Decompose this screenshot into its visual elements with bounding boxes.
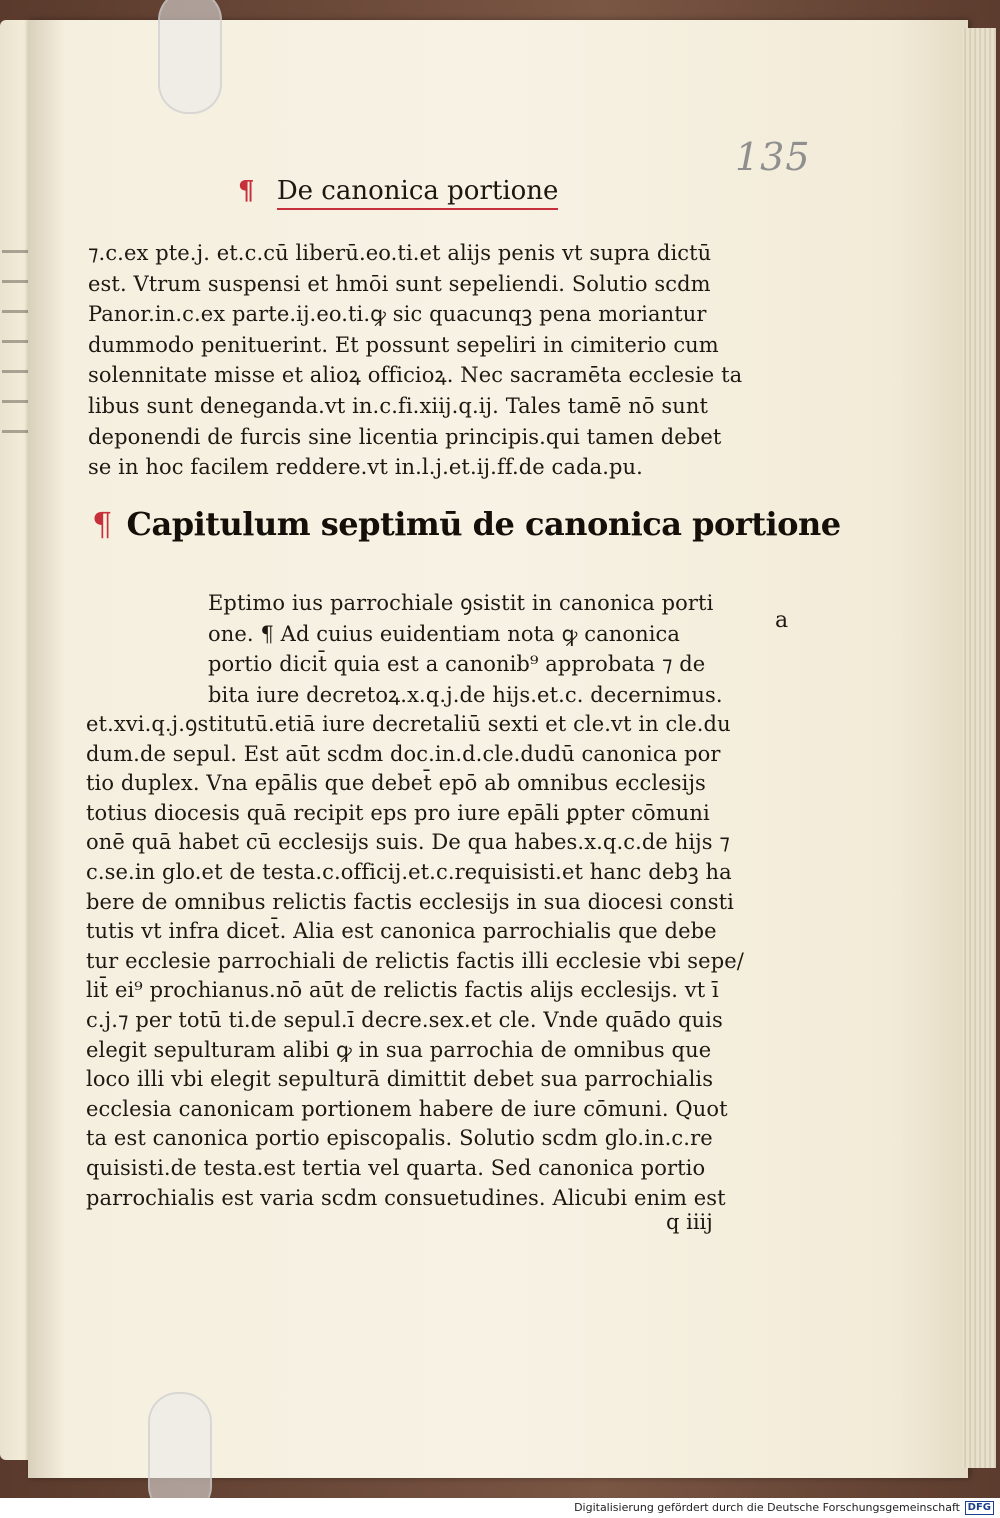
text-line: est. Vtrum suspensi et hmōi sunt sepeliendi. Solutio scdm (88, 271, 711, 296)
text-line: Eptimo ius parrochiale ꝯsistit in canonica porti (208, 591, 714, 615)
text-line: portio dicit̄ quia est a canonib⁹ approbata ⁊ de (208, 652, 706, 677)
text-line: et.xvi.q.j.ꝯstitutū.etiā iure decretaliū sexti et cle.vt in cle.du (86, 712, 731, 736)
text-line: tutis vt infra dicet̄. Alia est canonica parrochialis que debe (86, 919, 717, 944)
text-line: ta est canonica portio episcopalis. Solutio scdm glo.in.c.re (86, 1126, 713, 1151)
running-head (238, 176, 558, 206)
text-line: ecclesia canonicam portionem habere de iure cōmuni. Quot (86, 1096, 728, 1121)
running-head-text: De canonica portione (277, 176, 559, 210)
folio-number: 135 (735, 135, 811, 179)
text-line: ⁊.c.ex pte.j. et.c.cū liberū.eo.ti.et alijs penis vt supra dictū (88, 241, 712, 265)
text-line: c.j.⁊ per totū ti.de sepul.ī decre.sex.et cle. Vnde quādo quis (86, 1007, 723, 1032)
page-stack-edge (962, 28, 996, 1468)
text-line: totius diocesis quā recipit eps pro iure epāli ꝑpter cōmuni (86, 800, 710, 825)
catchword: q iiij (666, 1210, 713, 1234)
page-clip-bottom (148, 1392, 212, 1498)
text-line: quisisti.de testa.est tertia vel quarta. Sed canonica portio (86, 1155, 706, 1180)
chapter-heading-text: Capitulum septimū de canonica portione (126, 505, 841, 543)
indented-text-block (208, 588, 768, 710)
text-line: tur ecclesie parrochiali de relictis factis illi ecclesie vbi sepe/ (86, 948, 744, 973)
text-line: Panor.in.c.ex parte.ij.eo.ti.ꝙ sic quacunqꝫ pena moriantur (88, 302, 707, 327)
text-line: se in hoc facilem reddere.vt in.l.j.et.ij.ff.de cada.pu. (88, 455, 643, 480)
text-line: elegit sepulturam alibi ꝙ in sua parrochia de omnibus que (86, 1037, 712, 1062)
paragraph-mark: ¶ (92, 505, 112, 543)
text-line: parrochialis est varia scdm consuetudines. Alicubi enim est (86, 1185, 726, 1210)
text-line: one. ¶ Ad cuius euidentiam nota ꝙ canonica (208, 621, 680, 646)
upper-text-block (88, 238, 768, 483)
footer-bar (0, 1498, 1000, 1518)
text-line: bere de omnibus relictis factis ecclesijs in sua diocesi consti (86, 889, 734, 914)
marginal-letter: a (775, 608, 789, 633)
paragraph-mark: ¶ (238, 176, 255, 206)
dfg-logo: DFG (965, 1501, 994, 1515)
text-line: solennitate misse et alioꝝ officioꝝ. Nec sacramēta ecclesie ta (88, 363, 743, 388)
text-line: tio duplex. Vna epālis que debet̄ epō ab omnibus ecclesijs (86, 771, 706, 796)
main-text-block (86, 710, 770, 1213)
text-line: lit̄ ei⁹ prochianus.nō aūt de relictis factis alijs ecclesijs. vt ī (86, 978, 719, 1003)
text-line: libus sunt deneganda.vt in.c.fi.xiij.q.ij. Tales tamē nō sunt (88, 393, 709, 418)
chapter-heading (92, 505, 841, 543)
text-line: c.se.in glo.et de testa.c.officij.et.c.requisisti.et hanc debꝫ ha (86, 859, 732, 884)
text-line: bita iure decretoꝝ.x.q.j.de hijs.et.c. decernimus. (208, 682, 723, 707)
text-line: dum.de sepul. Est aūt scdm doc.in.d.cle.dudū canonica por (86, 741, 721, 766)
text-line: dummodo penituerint. Et possunt sepeliri in cimiterio cum (88, 332, 719, 357)
page-clip-top (158, 0, 222, 114)
text-line: loco illi vbi elegit sepulturā dimittit debet sua parrochialis (86, 1067, 714, 1092)
text-line: deponendi de furcis sine licentia principis.qui tamen debet (88, 424, 722, 449)
footer-credit: Digitalisierung gefördert durch die Deutsche Forschungsgemeinschaft (574, 1501, 960, 1514)
initial-space (96, 588, 198, 694)
text-line: onē quā habet cū ecclesijs suis. De qua habes.x.q.c.de hijs ⁊ (86, 830, 730, 855)
